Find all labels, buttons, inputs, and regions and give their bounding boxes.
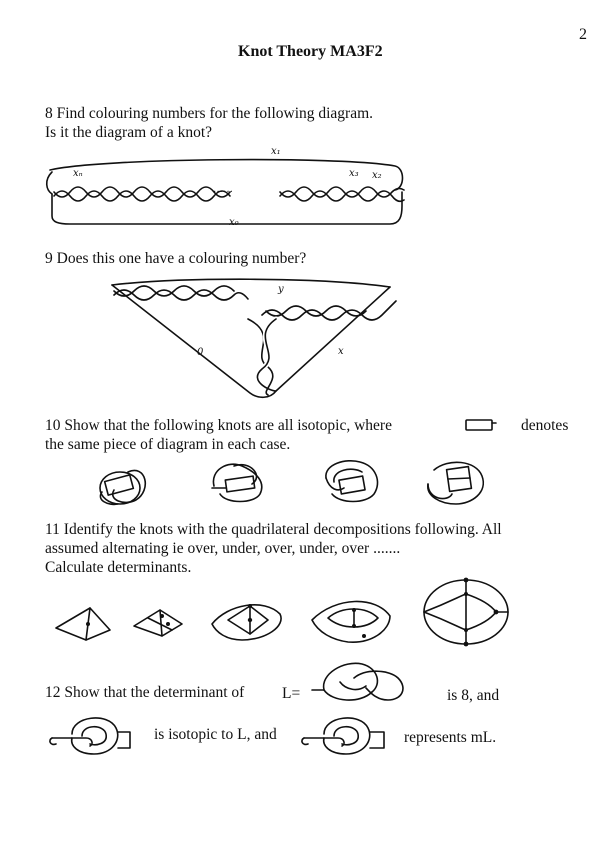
q12-text-c: is isotopic to L, and: [154, 726, 277, 743]
q8-label-xn: xₙ: [73, 168, 83, 179]
q11-line1: 11 Identify the knots with the quadrilateral decompositions following. All: [45, 521, 502, 538]
q9-label-zero: 0: [197, 347, 204, 358]
q12-text-b: is 8, and: [447, 687, 500, 704]
q8-line2: Is it the diagram of a knot?: [45, 124, 213, 141]
q10-line1-denotes: denotes: [521, 417, 569, 434]
q10-knot-4: [418, 456, 490, 508]
q8-label-x0: x₀: [229, 217, 239, 228]
q10-knot-1: [94, 460, 154, 510]
box-symbol: [464, 417, 498, 433]
q11-line2: assumed alternating ie over, under, over, under, over .......: [45, 540, 401, 557]
q9-line1: 9 Does this one have a colouring number?: [45, 250, 307, 267]
q11-line3: Calculate determinants.: [45, 559, 192, 576]
q11-decomposition-1: [50, 600, 120, 644]
q11-decomposition-2: [128, 604, 188, 640]
q11-decomposition-5: [420, 574, 512, 650]
q12-text-L: L=: [282, 685, 301, 702]
q12-link-isotopic: [46, 710, 140, 760]
q11-decomposition-4: [306, 592, 396, 648]
q10-line2: the same piece of diagram in each case.: [45, 436, 291, 453]
q8-label-x3: x₃: [349, 168, 359, 179]
q10-knot-2: [206, 458, 272, 508]
q9-label-x: x: [338, 346, 344, 357]
q10-knot-3: [316, 456, 386, 508]
q11-decomposition-3: [206, 596, 288, 644]
q8-label-x2: x₂: [372, 170, 382, 181]
q8-label-dots: ……: [213, 184, 233, 195]
q9-diagram: [100, 275, 400, 405]
q12-text-a: 12 Show that the determinant of: [45, 684, 245, 701]
q12-link-mirror: [298, 708, 394, 760]
q12-link-L: [310, 656, 420, 708]
q8-label-x1: x₁: [271, 146, 281, 157]
page-number: 2: [579, 26, 587, 43]
q8-line1: 8 Find colouring numbers for the following diagram.: [45, 105, 374, 122]
q12-text-d: represents mL.: [404, 729, 497, 746]
q10-line1: 10 Show that the following knots are all isotopic, where: [45, 417, 392, 434]
q9-label-y: y: [278, 284, 284, 295]
page-title: Knot Theory MA3F2: [238, 43, 383, 60]
